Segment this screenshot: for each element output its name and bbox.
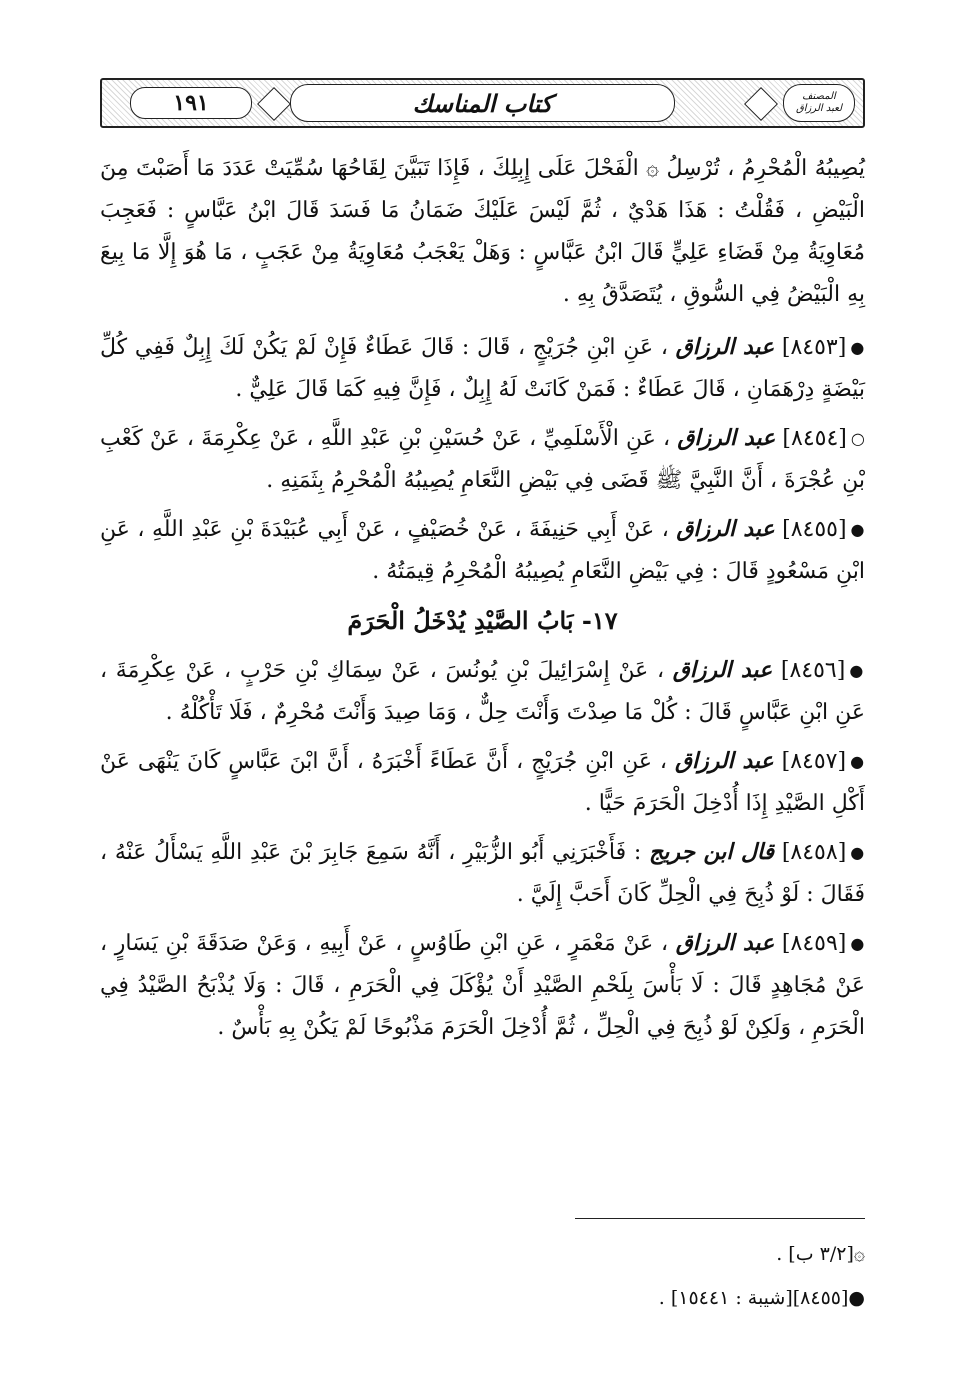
narrator-name: عبد الرزاق (676, 516, 775, 542)
hadith-text: ، عَنِ ابْنِ جُرَيْجٍ ، أَنَّ عَطَاءً أَخْبَرَهُ ، أَنَّ ابْنَ عَبَّاسٍ كَانَ يَنْهَى عَنْ أَكْلِ الصَّيْدِ إِذَا أُدْخِلَ الْحَرَمَ حَيًّا . (100, 749, 865, 816)
hadith-text: ، عَنِ الْأَسْلَمِيِّ ، عَنْ حُسَيْنِ بْنِ عَبْدِ اللَّهِ ، عَنْ عِكْرِمَةَ ، عَنْ كَعْبِ بْنِ عُجْرَةَ ، أَنَّ النَّبِيَّ ﷺ قَضَى فِي بَيْضِ النَّعَامِ يُصِيبُهُ الْمُحْرِمُ بِثَمَنِهِ . (100, 426, 865, 493)
hadith-paragraph (100, 649, 865, 734)
logo-line-1: المصنف (802, 91, 836, 102)
hadith-paragraph (100, 740, 865, 825)
narrator-name: عبد الرزاق (672, 657, 773, 683)
logo-line-2: لعبد الرزاق (795, 103, 843, 114)
footnote-divider (575, 1218, 865, 1219)
page-number-box (130, 87, 252, 119)
hadith-text: ، عَنْ مَعْمَرٍ ، عَنِ ابْنِ طَاوُسٍ ، عَنْ أَبِيهِ ، وَعَنْ صَدَقَةَ بْنِ يَسَارٍ ، عَنْ مُجَاهِدٍ قَالَ : لَا بَأْسَ بِلَحْمِ الصَّيْدِ أَنْ يُؤْكَلَ فِي الْحَرَمِ ، قَالَ : وَلَا يُذْبَحُ الصَّيْدُ فِي الْحَرَمِ ، وَلَكِنْ لَوْ ذُبِحَ فِي الْحِلِّ ، ثُمَّ أُدْخِلَ الْحَرَمَ مَذْبُوحًا لَمْ يَكُنْ بِهِ بَأْسٌ . (100, 931, 865, 1040)
page-body (100, 148, 865, 1055)
footnote: ●[٨٤٥٥][شيبة : ١٥٤٤١] . (658, 1287, 865, 1309)
hadith-paragraph (100, 148, 865, 316)
bullet-marker-icon: ○ (850, 429, 866, 448)
bullet-marker-icon: ● (850, 752, 865, 771)
footnotes (100, 1232, 865, 1320)
bullet-marker-icon: ● (850, 843, 865, 862)
book-logo (783, 84, 855, 122)
bullet-marker-icon: ● (849, 661, 866, 680)
hadith-text: ، عَنْ إِسْرَائِيلَ بْنِ يُونُسَ ، عَنْ سِمَاكِ بْنِ حَرْبٍ ، عَنْ عِكْرِمَةَ ، عَنِ ابْنِ عَبَّاسٍ قَالَ : كُلْ مَا صِدْتَ وَأَنْتَ حِلٌّ ، وَمَا صِيدَ وَأَنْتَ مُحْرِمٌ ، فَلَا تَأْكُلْهُ . (100, 658, 865, 725)
hadith-number: [٨٤٥٨] (781, 840, 847, 865)
hadith-paragraph (100, 417, 865, 502)
hadith-text: : فَأَخْبَرَنِي أَبُو الزُّبَيْرِ ، أَنَّهُ سَمِعَ جَابِرَ بْنَ عَبْدِ اللَّهِ يَسْأَلُ عَنْهُ ، فَقَالَ : لَوْ ذُبِحَ فِي الْحِلِّ كَانَ أَحَبَّ إِلَيَّ . (100, 840, 865, 907)
hadith-text: يُصِيبُهُ الْمُحْرِمُ ، تُرْسِلُ ۞ الْفَحْلَ عَلَى إِبِلِكَ ، فَإِذَا تَبَيَّنَ لِقَاحُهَا سُمِّيَتْ عَدَدَ مَا أَصَبْتَ مِنَ الْبَيْضِ ، فَقُلْتُ : هَذَا هَدْيٌ ، ثُمَّ لَيْسَ عَلَيْكَ ضَمَانُ مَا فَسَدَ قَالَ ابْنُ عَبَّاسٍ : فَعَجِبَ مُعَاوِيَةُ مِنْ قَضَاءِ عَلِيٍّ قَالَ ابْنُ عَبَّاسٍ : وَهَلْ يَعْجَبُ مُعَاوِيَةُ مِنْ عَجَبٍ ، مَا هُوَ إِلَّا مَا بِيعَ بِهِ الْبَيْضُ فِي السُّوقِ ، يُتَصَدَّقُ بِهِ . (100, 156, 865, 307)
header-title-box (290, 84, 675, 122)
footnote: ۞[٣/٢ ب] . (776, 1243, 865, 1265)
bullet-marker-icon: ● (850, 520, 866, 539)
hadith-number: [٨٤٥٩] (781, 931, 847, 956)
narrator-name: عبد الرزاق (675, 930, 775, 956)
hadith-paragraph (100, 508, 865, 593)
chapter-heading: ١٧- بَابُ الصَّيْدِ يُدْخَلُ الْحَرَمَ (347, 606, 618, 635)
hadith-paragraph (100, 326, 865, 411)
hadith-paragraph (100, 831, 865, 916)
hadith-text: ، عَنْ أَبِي حَنِيفَةَ ، عَنْ خُصَيْفٍ ، عَنْ أَبِي عُبَيْدَةَ بْنِ عَبْدِ اللَّهِ ، عَنِ ابْنِ مَسْعُودٍ قَالَ : فِي بَيْضِ النَّعَامِ يُصِيبُهُ الْمُحْرِمُ قِيمَتُهُ . (100, 517, 865, 584)
narrator-name: قال ابن جريج (649, 839, 775, 865)
bullet-marker-icon: ● (850, 934, 866, 953)
hadith-number: [٨٤٥٧] (781, 749, 847, 774)
hadith-text: ، عَنِ ابْنِ جُرَيْجٍ ، قَالَ : قَالَ عَطَاءٌ فَإِنْ لَمْ يَكُنْ لَكَ إِبِلٌ فَفِي كُلِّ بَيْضَةٍ دِرْهَمَانِ ، قَالَ عَطَاءٌ : فَمَنْ كَانَتْ لَهُ إِبِلٌ ، فَإِنَّ فِيهِ كَمَا قَالَ عَلِيٌّ . (100, 335, 865, 402)
bullet-marker-icon: ● (850, 338, 865, 357)
page-number: ١٩١ (173, 90, 209, 116)
hadith-number: [٨٤٥٥] (782, 517, 847, 542)
hadith-number: [٨٤٥٣] (781, 335, 847, 360)
narrator-name: عبد الرزاق (675, 334, 775, 360)
hadith-number: [٨٤٥٤] (782, 426, 847, 451)
page-header (100, 78, 865, 128)
hadith-paragraph (100, 922, 865, 1049)
narrator-name: عبد الرزاق (677, 425, 776, 451)
hadith-number: [٨٤٥٦] (780, 658, 846, 683)
narrator-name: عبد الرزاق (674, 748, 774, 774)
running-title: كتاب المناسك (412, 88, 553, 118)
